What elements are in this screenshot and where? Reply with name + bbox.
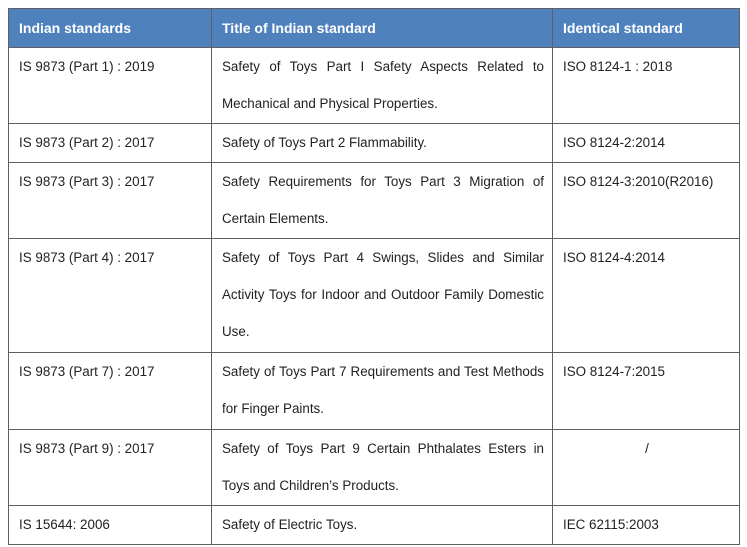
table-body (9, 48, 740, 545)
title-cell: Safety of Toys Part 4 Swings, Slides and Similar Activity Toys for Indoor and Outdoor Family Domestic Use. (212, 239, 553, 353)
indian-standard-cell: IS 9873 (Part 4) : 2017 (9, 239, 212, 353)
identical-standard-cell: ISO 8124-3:2010(R2016) (553, 163, 740, 239)
title-cell: Safety of Toys Part 9 Certain Phthalates Esters in Toys and Children’s Products. (212, 430, 553, 506)
table-row (9, 239, 740, 353)
indian-standard-cell: IS 9873 (Part 2) : 2017 (9, 124, 212, 163)
identical-standard-cell: ISO 8124-2:2014 (553, 124, 740, 163)
identical-standard-cell: IEC 62115:2003 (553, 506, 740, 545)
indian-standard-cell: IS 9873 (Part 7) : 2017 (9, 353, 212, 430)
title-cell: Safety of Toys Part I Safety Aspects Related to Mechanical and Physical Properties. (212, 48, 553, 124)
title-cell: Safety of Toys Part 7 Requirements and Test Methods for Finger Paints. (212, 353, 553, 430)
identical-standard-cell: ISO 8124-7:2015 (553, 353, 740, 430)
indian-standard-cell: IS 9873 (Part 1) : 2019 (9, 48, 212, 124)
title-cell: Safety of Electric Toys. (212, 506, 553, 545)
title-cell: Safety Requirements for Toys Part 3 Migration of Certain Elements. (212, 163, 553, 239)
column-header-identical-standard: Identical standard (553, 9, 740, 48)
identical-standard-cell: / (553, 430, 740, 506)
identical-standard-cell: ISO 8124-1 : 2018 (553, 48, 740, 124)
table-row (9, 48, 740, 124)
standards-table (8, 8, 740, 545)
column-header-indian-standards: Indian standards (9, 9, 212, 48)
table-row (9, 124, 740, 163)
header-row (9, 9, 740, 48)
table-row (9, 430, 740, 506)
table-row (9, 163, 740, 239)
title-cell: Safety of Toys Part 2 Flammability. (212, 124, 553, 163)
table-row (9, 353, 740, 430)
identical-standard-cell: ISO 8124-4:2014 (553, 239, 740, 353)
indian-standard-cell: IS 15644: 2006 (9, 506, 212, 545)
table-row (9, 506, 740, 545)
table-header (9, 9, 740, 48)
column-header-title: Title of Indian standard (212, 9, 553, 48)
indian-standard-cell: IS 9873 (Part 3) : 2017 (9, 163, 212, 239)
indian-standard-cell: IS 9873 (Part 9) : 2017 (9, 430, 212, 506)
